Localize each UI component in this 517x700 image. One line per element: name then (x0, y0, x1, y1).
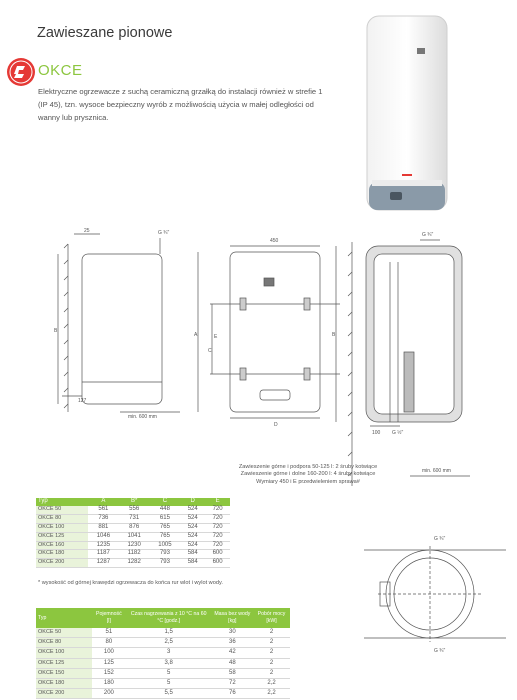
table-row (36, 689, 290, 699)
table-header-cell: Typ (36, 498, 88, 506)
table-cell: 2 (253, 628, 290, 638)
table-footnote: * wysokość od górnej krawędzi ogrzewacza do końca rur wlot i wylot wody. (38, 580, 223, 586)
table-cell: OKCE 160 (36, 541, 88, 550)
table-cell: 720 (205, 506, 230, 514)
dimensions-table (36, 498, 230, 568)
table-row (36, 541, 230, 550)
table-cell: 72 (212, 679, 253, 689)
table-cell: OKCE 50 (36, 506, 88, 514)
table-cell: OKCE 80 (36, 638, 92, 648)
table-cell: 793 (150, 550, 181, 559)
table-row (36, 658, 290, 668)
table-cell: 30 (212, 628, 253, 638)
table-cell: 524 (180, 541, 205, 550)
table-row (36, 523, 230, 532)
table-cell: 584 (180, 559, 205, 568)
dim-min600-left: min. 600 mm (128, 414, 157, 420)
table-header-cell: B* (119, 498, 150, 506)
table-cell: 1005 (150, 541, 181, 550)
top-view-drawing (360, 526, 510, 666)
table-row (36, 550, 230, 559)
table-cell: 5 (126, 679, 212, 689)
dim-e: E (214, 334, 218, 340)
table-cell: 561 (88, 506, 119, 514)
dim-g-sect: G ¾" (422, 232, 434, 238)
table-header-cell: Typ (36, 608, 92, 628)
table-cell: 5,5 (126, 689, 212, 699)
table-cell: 76 (212, 689, 253, 699)
table-cell: 524 (180, 523, 205, 532)
table-cell: OKCE 80 (36, 514, 88, 523)
table-cell: 36 (212, 638, 253, 648)
table-cell: OKCE 180 (36, 679, 92, 689)
table-cell: 600 (205, 550, 230, 559)
table-cell: 2 (253, 648, 290, 658)
model-name: OKCE (38, 62, 83, 79)
table-cell: 720 (205, 514, 230, 523)
table-cell: 720 (205, 523, 230, 532)
table-cell: 736 (88, 514, 119, 523)
table-cell: 1046 (88, 532, 119, 541)
table-cell: 1182 (119, 550, 150, 559)
table-cell: 615 (150, 514, 181, 523)
dim-b-right: B (332, 332, 336, 338)
table-row (36, 668, 290, 678)
topview-g-bottom: G ¾" (434, 648, 446, 654)
table-cell: 1235 (88, 541, 119, 550)
table-header-cell: Pobór mocy [kW] (253, 608, 290, 628)
dim-127: 127 (78, 398, 87, 404)
table-cell: 556 (119, 506, 150, 514)
table-cell: 42 (212, 648, 253, 658)
dim-25: 25 (84, 228, 90, 234)
table-cell: OKCE 180 (36, 550, 88, 559)
table-row (36, 628, 290, 638)
table-cell: 2 (253, 668, 290, 678)
table-cell: OKCE 100 (36, 523, 88, 532)
table-cell: 51 (92, 628, 126, 638)
dim-min600-right: min. 600 mm (422, 468, 451, 474)
table-cell: 524 (180, 514, 205, 523)
parameters-table (36, 608, 290, 699)
table-cell: 731 (119, 514, 150, 523)
table-cell: OKCE 125 (36, 532, 88, 541)
table-cell: 793 (150, 559, 181, 568)
table-header-cell: E (205, 498, 230, 506)
table-cell: 100 (92, 648, 126, 658)
table-cell: OKCE 200 (36, 689, 92, 699)
table-cell: 1287 (88, 559, 119, 568)
table-header-row (36, 608, 290, 628)
table-cell: 3,8 (126, 658, 212, 668)
table-row (36, 679, 290, 689)
table-cell: 2,5 (126, 638, 212, 648)
table-cell: 152 (92, 668, 126, 678)
brand-badge-icon (6, 57, 36, 87)
table-cell: 2 (253, 638, 290, 648)
dim-g-side: G ¾" (158, 230, 170, 236)
table-row (36, 506, 230, 514)
table-row (36, 648, 290, 658)
table-row (36, 532, 230, 541)
table-header-cell: D (180, 498, 205, 506)
table-cell: 180 (92, 679, 126, 689)
table-cell: 1187 (88, 550, 119, 559)
dim-100: 100 (372, 430, 381, 436)
table-cell: 524 (180, 532, 205, 541)
table-header-row (36, 498, 230, 506)
table-cell: 1,5 (126, 628, 212, 638)
table-cell: 1230 (119, 541, 150, 550)
table-cell: 2,2 (253, 679, 290, 689)
table-cell: 2 (253, 658, 290, 668)
table-cell: OKCE 125 (36, 658, 92, 668)
table-cell: 48 (212, 658, 253, 668)
table-row (36, 514, 230, 523)
dim-450: 450 (270, 238, 279, 244)
table-cell: 3 (126, 648, 212, 658)
table-cell: 584 (180, 550, 205, 559)
dim-a: A (194, 332, 198, 338)
table-cell: OKCE 50 (36, 628, 92, 638)
technical-drawings (0, 222, 517, 502)
table-header-cell: Masa bez wody [kg] (212, 608, 253, 628)
table-cell: 524 (180, 506, 205, 514)
table-cell: 600 (205, 559, 230, 568)
product-description: Elektryczne ogrzewacze z suchą ceramiczną grzałką do instalacji również w strefie 1 (IP 45), tzn. wysoce bezpieczny wyrób z możliwością użycia w małej odległości od wanny lub prysznica. (38, 87, 323, 122)
table-cell: 2,2 (253, 689, 290, 699)
table-header-cell: C (150, 498, 181, 506)
water-heater-image (362, 14, 452, 214)
table-cell: 80 (92, 638, 126, 648)
table-cell: OKCE 200 (36, 559, 88, 568)
table-cell: 58 (212, 668, 253, 678)
table-cell: 881 (88, 523, 119, 532)
table-header-cell: Pojemność [l] (92, 608, 126, 628)
table-cell: 765 (150, 532, 181, 541)
table-cell: 720 (205, 532, 230, 541)
table-cell: 1282 (119, 559, 150, 568)
table-row (36, 638, 290, 648)
table-cell: 1041 (119, 532, 150, 541)
mounting-note: Zawieszenie górne i podpora 50-125 l: 2 śruby kotwiące Zawieszenie górne i dolne 160-200 l: 4 śruby kotwiące Wymiary 450 i E przedwieleniem sprawa# (238, 464, 378, 485)
table-header-cell: A (88, 498, 119, 506)
dim-b: B (54, 328, 58, 334)
table-cell: 200 (92, 689, 126, 699)
dim-g-half: G ½" (392, 430, 404, 436)
table-row (36, 559, 230, 568)
dim-d: D (274, 422, 278, 428)
dim-c: C (208, 348, 212, 354)
page-title: Zawieszane pionowe (37, 25, 173, 41)
topview-g-top: G ¾" (434, 536, 446, 542)
table-cell: OKCE 150 (36, 668, 92, 678)
table-cell: 720 (205, 541, 230, 550)
table-cell: 448 (150, 506, 181, 514)
table-cell: 125 (92, 658, 126, 668)
table-cell: 5 (126, 668, 212, 678)
table-header-cell: Czas nagrzewania z 10 °C na 60 °C [godz.] (126, 608, 212, 628)
table-cell: OKCE 100 (36, 648, 92, 658)
table-cell: 876 (119, 523, 150, 532)
table-cell: 765 (150, 523, 181, 532)
